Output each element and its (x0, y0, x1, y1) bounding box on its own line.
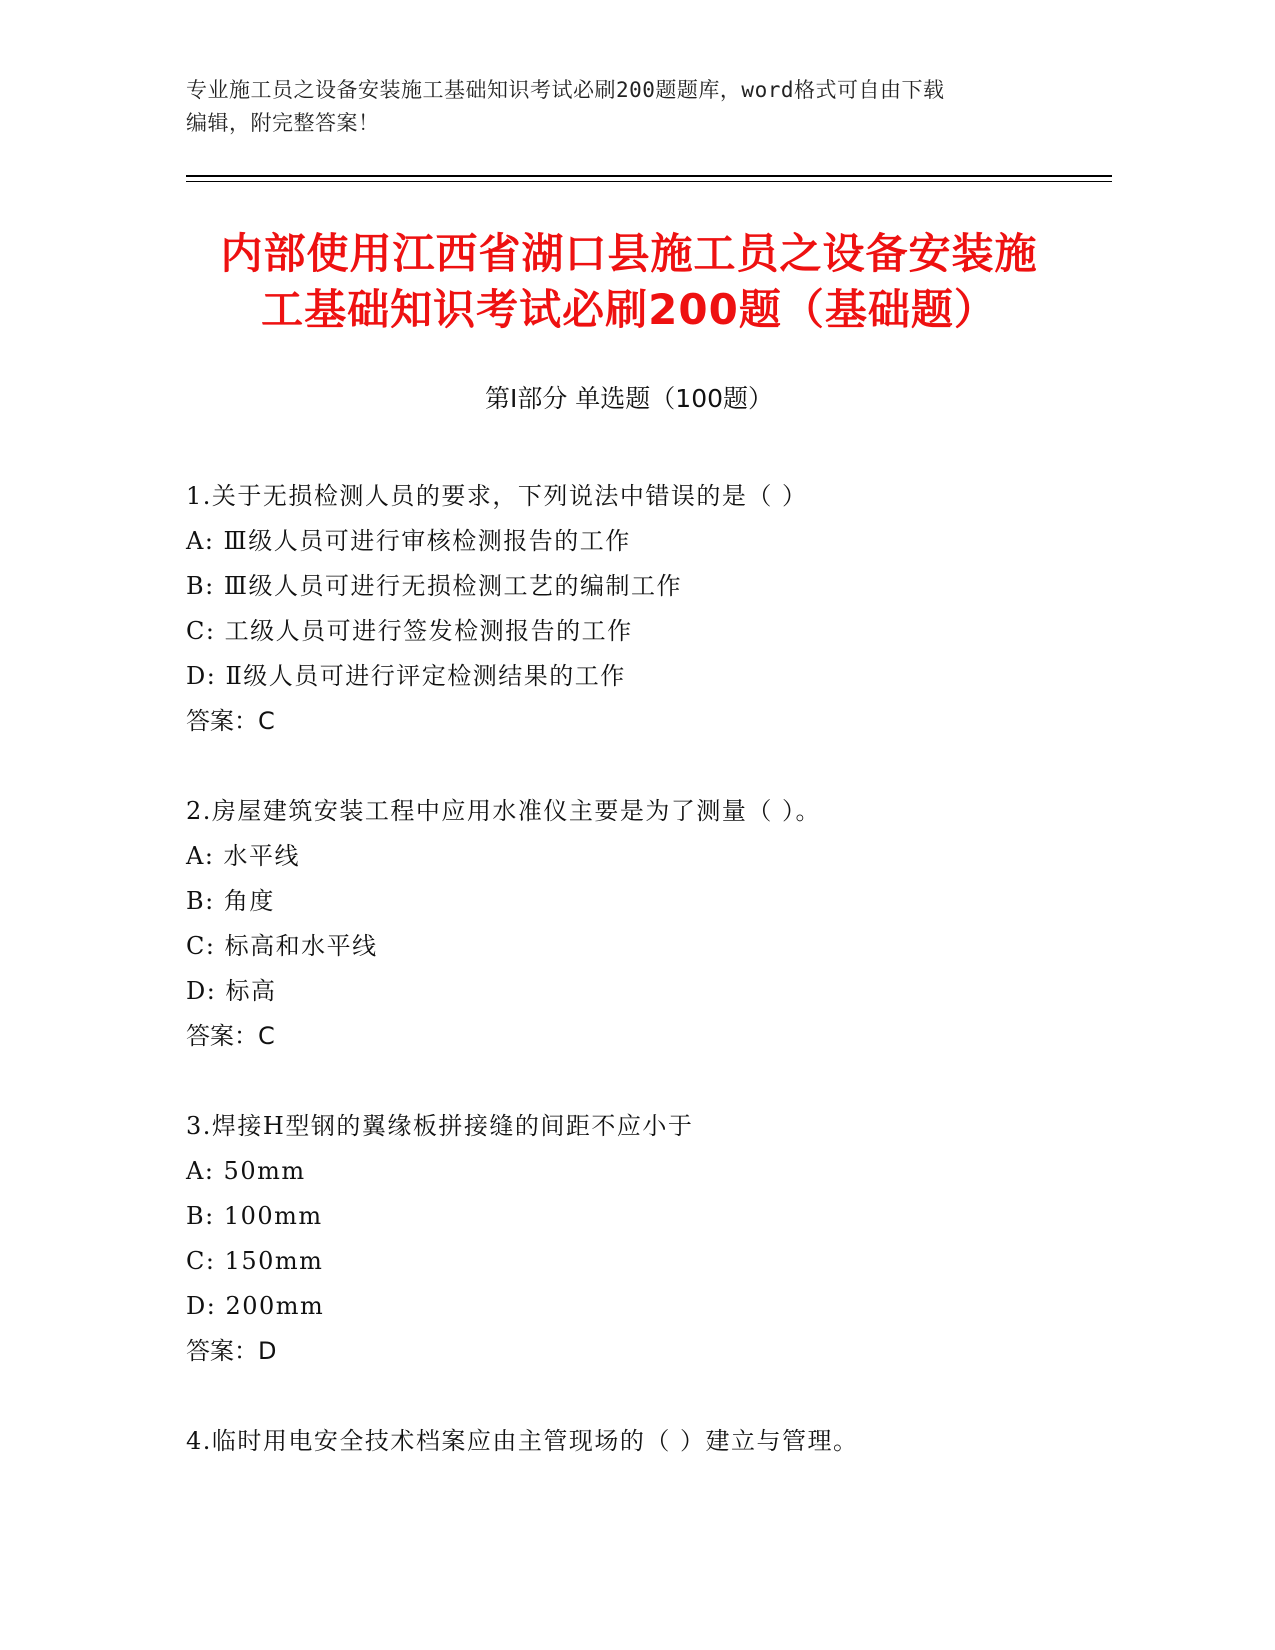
option-b: B: 100mm (186, 1202, 323, 1230)
question-stem: 3.焊接H型钢的翼缘板拼接缝的间距不应小于 (186, 1112, 694, 1140)
document-title (186, 226, 1072, 338)
question-stem: 2.房屋建筑安装工程中应用水准仪主要是为了测量（ ）。 (186, 797, 822, 825)
option-c: C: 工级人员可进行签发检测报告的工作 (186, 617, 633, 645)
header-divider-thick (186, 175, 1112, 177)
header-note (186, 74, 1066, 140)
header-note-line1: 专业施工员之设备安装施工基础知识考试必刷200题题库，word格式可自由下载 (186, 78, 945, 102)
option-b: B: Ⅲ级人员可进行无损检测工艺的编制工作 (186, 572, 682, 600)
header-divider-thin (186, 181, 1112, 182)
option-c: C: 150mm (186, 1247, 324, 1275)
option-a: A: 50mm (186, 1157, 306, 1185)
option-b: B: 角度 (186, 887, 275, 915)
section-heading: 第Ⅰ部分 单选题（100题） (484, 384, 774, 413)
answer: 答案：C (186, 1022, 275, 1050)
answer: 答案：C (186, 707, 275, 735)
document-title-line1: 内部使用江西省湖口县施工员之设备安装施 (220, 229, 1038, 278)
question-3 (186, 1104, 1086, 1374)
option-a: A: 水平线 (186, 842, 301, 870)
question-stem: 4.临时用电安全技术档案应由主管现场的（ ）建立与管理。 (186, 1427, 859, 1455)
header-note-line2: 编辑，附完整答案！ (186, 111, 380, 135)
question-2 (186, 789, 1086, 1059)
question-4 (186, 1419, 1086, 1464)
question-list (186, 474, 1086, 1509)
answer: 答案：D (186, 1337, 277, 1365)
option-c: C: 标高和水平线 (186, 932, 378, 960)
option-d: D: 200mm (186, 1292, 325, 1320)
option-a: A: Ⅲ级人员可进行审核检测报告的工作 (186, 527, 631, 555)
option-d: D: 标高 (186, 977, 277, 1005)
document-title-line2: 工基础知识考试必刷200题（基础题） (261, 285, 997, 334)
question-1 (186, 474, 1086, 744)
question-stem: 1.关于无损检测人员的要求，下列说法中错误的是（ ） (186, 482, 808, 510)
option-d: D: Ⅱ级人员可进行评定检测结果的工作 (186, 662, 626, 690)
